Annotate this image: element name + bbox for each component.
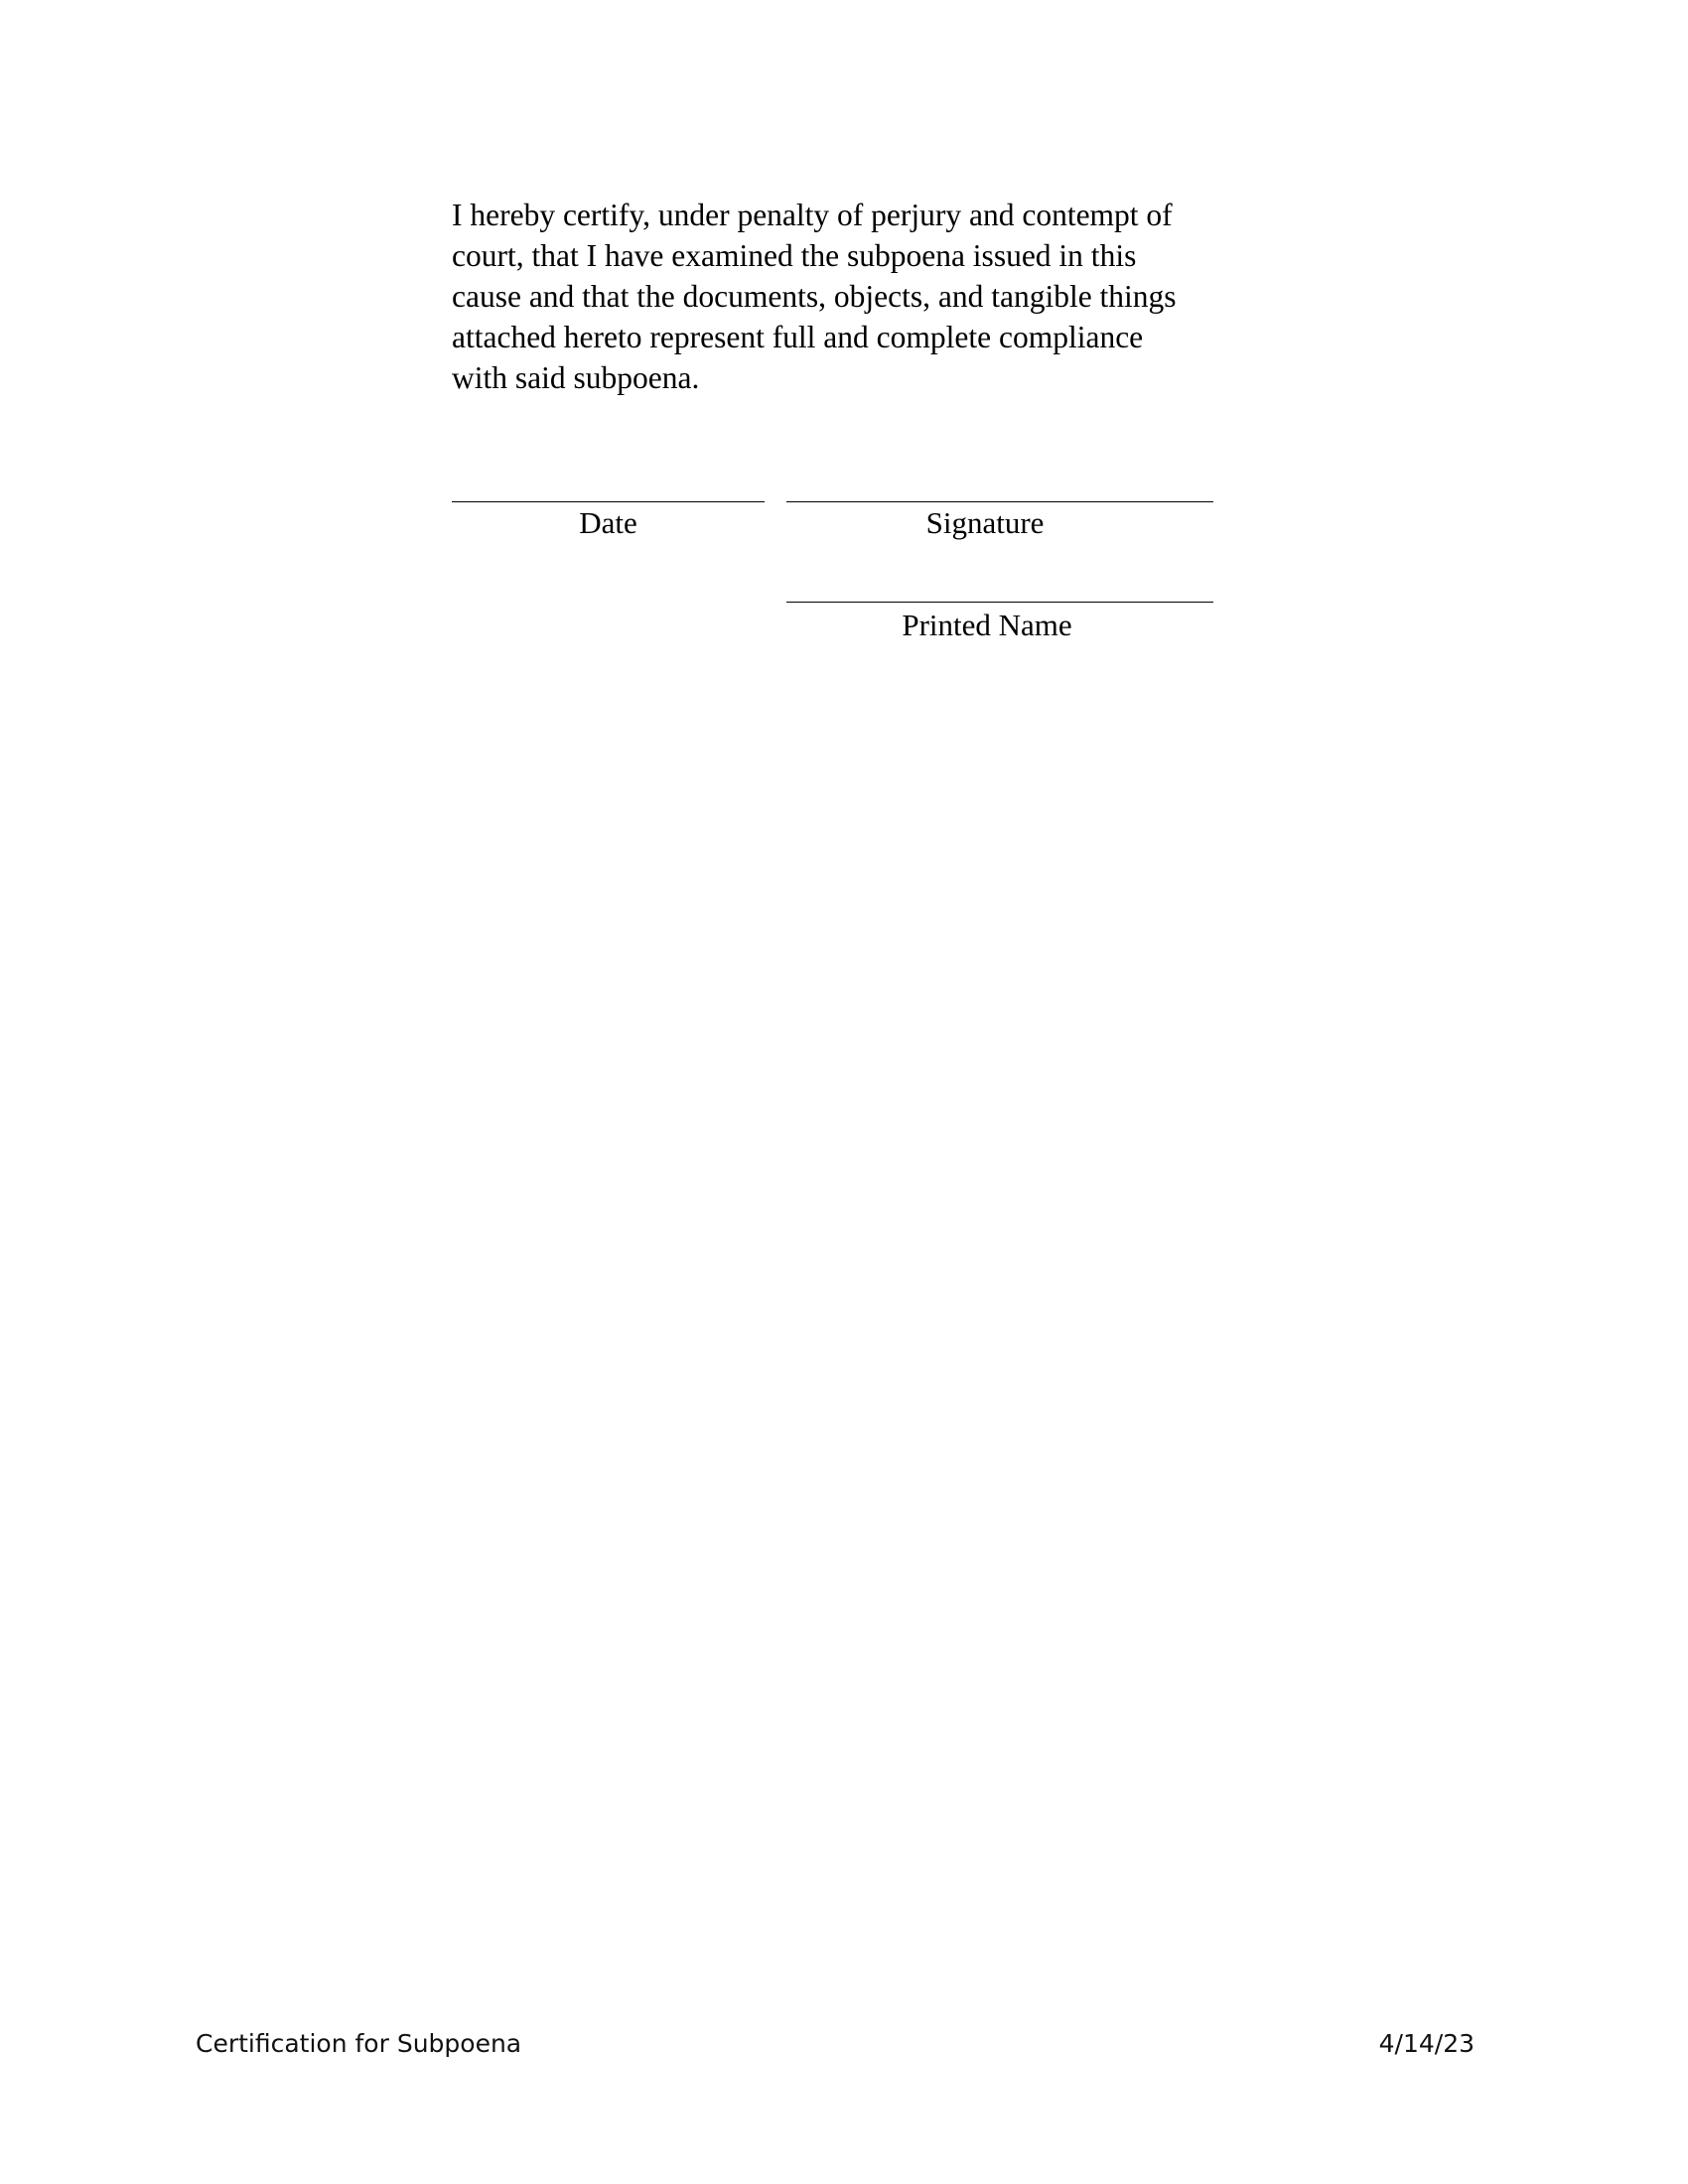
statement-line: attached hereto represent full and complete compliance xyxy=(452,320,1144,354)
statement-line: court, that I have examined the subpoena issued in this xyxy=(452,238,1137,273)
printed-name-line xyxy=(786,602,1213,603)
certification-statement xyxy=(452,195,1226,398)
statement-line: cause and that the documents, objects, and tangible things xyxy=(452,279,1177,314)
date-line xyxy=(452,501,765,502)
footer-date: 4/14/23 xyxy=(1378,2029,1475,2058)
statement-line: I hereby certify, under penalty of perjury and contempt of xyxy=(452,198,1173,232)
signature-label: Signature xyxy=(925,505,1045,540)
printed-name-label: Printed Name xyxy=(902,608,1072,642)
date-label: Date xyxy=(579,505,637,540)
statement-line: with said subpoena. xyxy=(452,360,700,395)
footer-title: Certification for Subpoena xyxy=(196,2029,522,2058)
signature-line xyxy=(786,501,1213,502)
